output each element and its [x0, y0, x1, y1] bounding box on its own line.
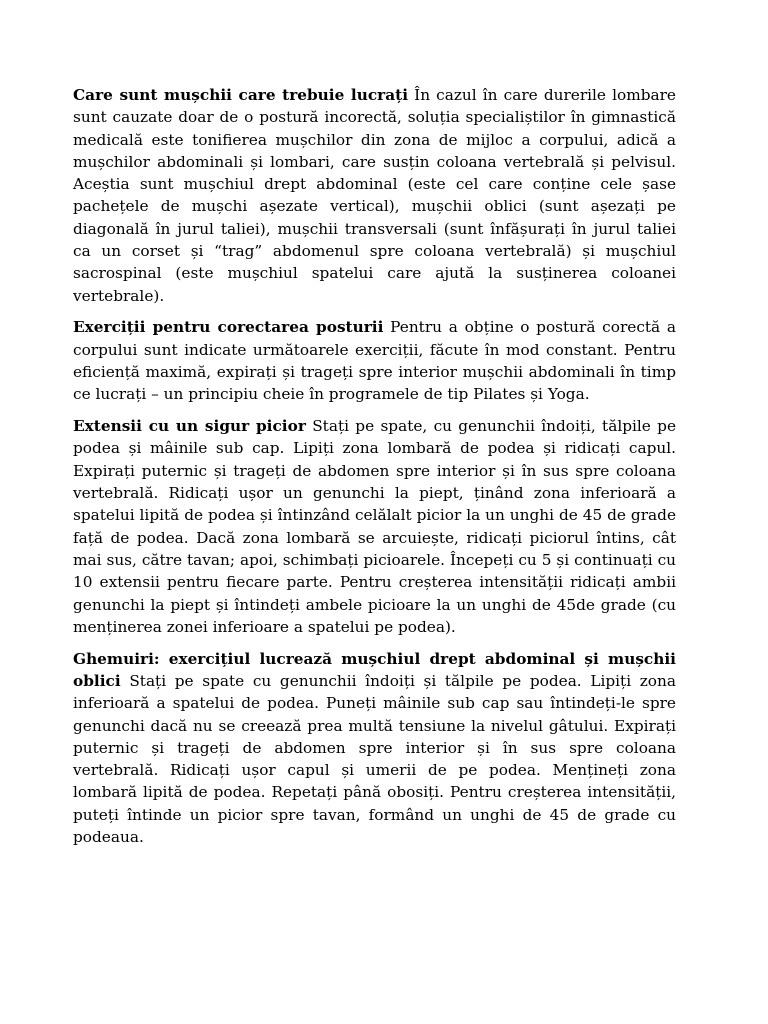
paragraph-heading: Ghemuiri: exercițiul lucrează mușchiul drept abdominal și mușchii oblici [73, 649, 676, 690]
paragraph-posture-exercises [73, 316, 676, 405]
paragraph-single-leg-extensions [73, 415, 676, 638]
paragraph-muscles [73, 84, 676, 307]
paragraph-heading: Care sunt mușchii care trebuie lucrați [73, 86, 409, 104]
paragraph-heading: Exerciții pentru corectarea posturii [73, 318, 384, 337]
paragraph-body: În cazul în care durerile lombare sunt cauzate doar de o postură incorectă, soluția specialiștilor în gimnastică medicală este tonifierea mușchilor din zona de mijloc a corpului, adică a mușchilor abdominali și lombari, care susțin coloana vertebrală și pelvisul. Aceștia sunt mușchiul drept abdominal (este cel care conține cele șase pachețele de mușchi așezate vertical), mușchii oblici (sunt așezați pe diagonală în jurul taliei), mușchii transversali (sunt înfășurați în jurul taliei ca un corset și “trag” abdomenul spre coloana vertebrală) și mușchiul sacrospinal (este mușchiul spatelui care ajută la susținerea coloanei vertebrale). [73, 86, 676, 305]
paragraph-body: Stați pe spate, cu genunchii îndoiți, tălpile pe podea și mâinile sub cap. Lipiți zona lombară de podea și ridicați capul. Expirați puternic și trageți de abdomen spre interior și în sus spre coloana vertebrală. Ridicați ușor un genunchi la piept, ținând zona inferioară a spatelui lipită de podea și întinzând celălalt picior la un unghi de 45 de grade față de podea. Dacă zona lombară se arcuiește, ridicați piciorul întins, cât mai sus, către tavan; apoi, schimbați picioarele. Începeți cu 5 și continuați cu 10 extensii pentru fiecare parte. Pentru creșterea intensității ridicați ambii genunchi la piept și întindeți ambele picioare la un unghi de 45de grade (cu menținerea zonei inferioare a spatelui pe podea). [73, 417, 676, 636]
document-page [73, 84, 676, 858]
paragraph-body: Pentru a obține o postură corectă a corpului sunt indicate următoarele exerciții, făcute în mod constant. Pentru eficiență maximă, expirați și trageți spre interior mușchii abdominali în timp ce lucrați – un principiu cheie în programele de tip Pilates și Yoga. [73, 318, 676, 404]
paragraph-crunches [73, 648, 676, 849]
paragraph-body: Stați pe spate cu genunchii îndoiți și tălpile pe podea. Lipiți zona inferioară a spatelui de podea. Puneți mâinile sub cap sau întindeți-le spre genunchi dacă nu se creează prea multă tensiune la nivelul gâtului. Expirați puternic și trageți de abdomen spre interior și în sus spre coloana vertebrală. Ridicați ușor capul și umerii de pe podea. Mențineți zona lombară lipită de podea. Repetați până obosiți. Pentru creșterea intensității, puteți întinde un picior spre tavan, formând un unghi de 45 de grade cu podeaua. [73, 671, 676, 846]
paragraph-heading: Extensii cu un sigur picior [73, 417, 306, 436]
